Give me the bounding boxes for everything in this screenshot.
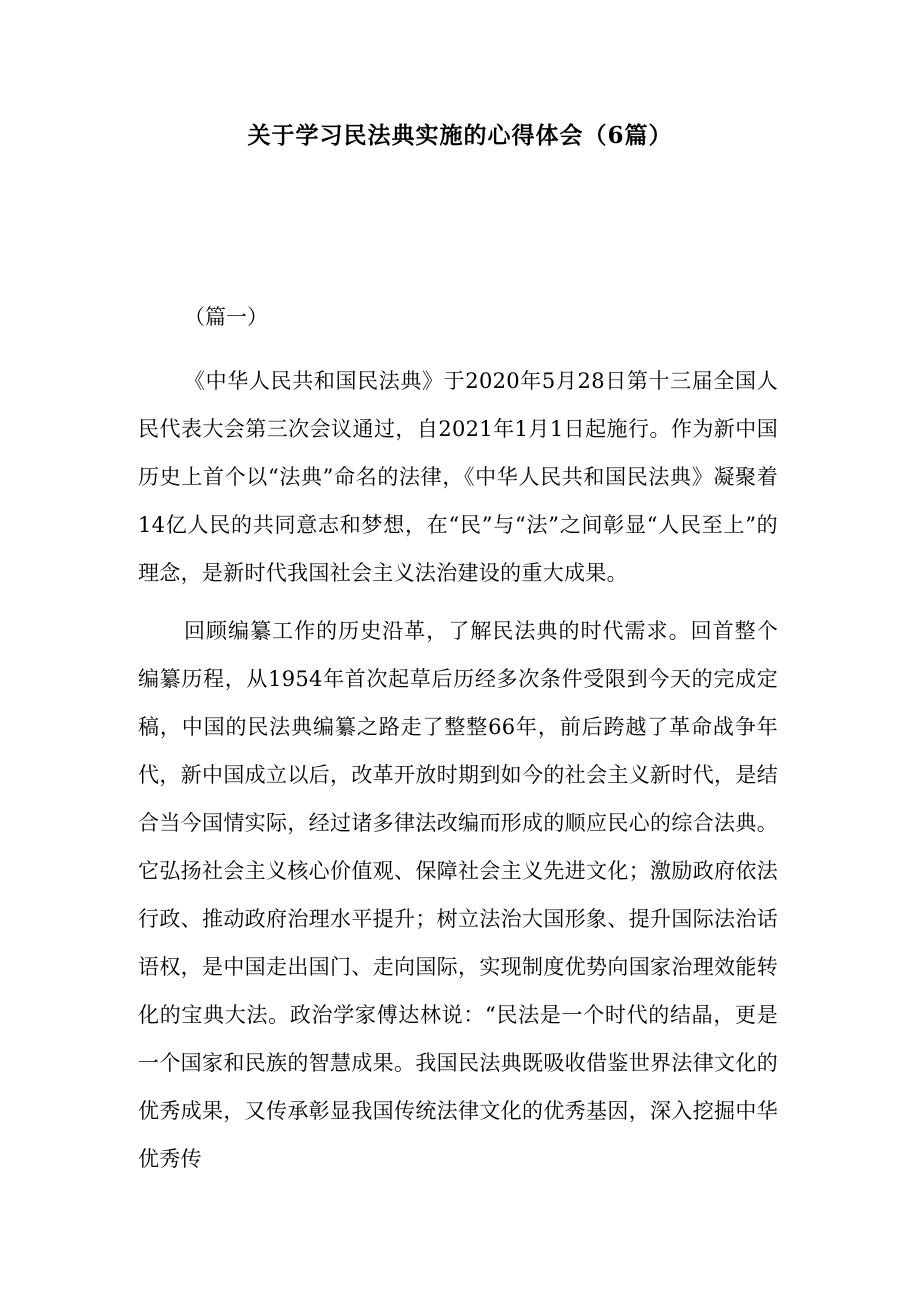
section-label: （篇一） [184,305,268,329]
body-paragraph-1: 《中华人民共和国民法典》于2020年5月28日第十三届全国人民代表大会第三次会议通过，自2021年1月1日起施行。作为新中国历史上首个以“法典”命名的法律，《中华人民共和国民法典》凝聚着14亿人民的共同意志和梦想，在“民”与“法”之间彰显“人民至上”的理念，是新时代我国社会主义法治建设的重大成果。 [138,369,778,585]
body-paragraph-2: 回顾编纂工作的历史沿革，了解民法典的时代需求。回首整个编纂历程，从1954年首次起草后历经多次条件受限到今天的完成定稿，中国的民法典编纂之路走了整整66年，前后跨越了革命战争年代，新中国成立以后，改革开放时期到如今的社会主义新时代，是结合当今国情实际，经过诸多律法改编而形成的顺应民心的综合法典。它弘扬社会主义核心价值观、保障社会主义先进文化；激励政府依法行政、推动政府治理水平提升；树立法治大国形象、提升国际法治话语权，是中国走出国门、走向国际，实现制度优势向国家治理效能转化的宝典大法。政治学家傅达林说：“民法是一个时代的结晶，更是一个国家和民族的智慧成果。我国民法典既吸收借鉴世界法律文化的优秀成果，又传承彰显我国传统法律文化的优秀基因，深入挖掘中华优秀传 [138,619,778,1171]
document-title: 关于学习民法典实施的心得体会（6篇） [247,122,673,149]
